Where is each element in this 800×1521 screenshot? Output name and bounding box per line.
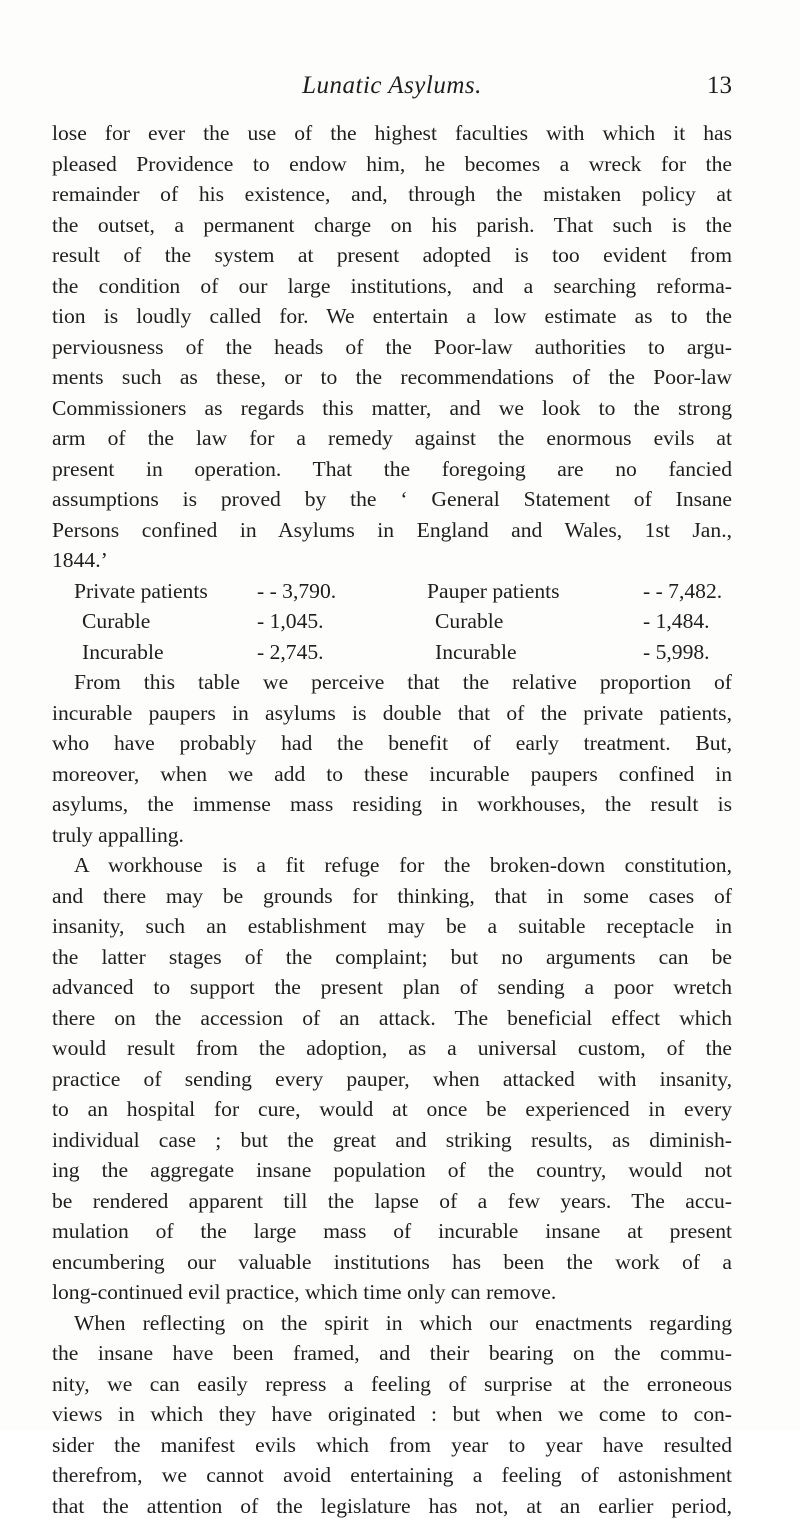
text-line: 1844.’ — [52, 545, 732, 576]
private-patients-label: Private patients — [52, 576, 257, 607]
text-line: From this table we perceive that the relative proportion of — [52, 667, 732, 698]
text-line: incurable paupers in asylums is double that of the private patients, — [52, 698, 732, 729]
statement-row — [52, 637, 732, 668]
text-line: ments such as these, or to the recommendations of the Poor-law — [52, 362, 732, 393]
paragraph-1 — [52, 118, 732, 576]
text-line: individual case ; but the great and striking results, as diminish- — [52, 1125, 732, 1156]
text-line: the latter stages of the complaint; but no arguments can be — [52, 942, 732, 973]
statement-table — [52, 576, 732, 668]
private-incurable-value: - 2,745. — [257, 637, 324, 668]
text-line: there on the accession of an attack. The beneficial effect which — [52, 1003, 732, 1034]
pauper-cell — [427, 637, 732, 668]
text-line: arm of the law for a remedy against the enormous evils at — [52, 423, 732, 454]
paragraph-2 — [52, 667, 732, 850]
running-head — [52, 72, 732, 112]
text-line: result of the system at present adopted is too evident from — [52, 240, 732, 271]
text-line: asylums, the immense mass residing in workhouses, the result is — [52, 789, 732, 820]
body-text — [52, 118, 732, 1521]
text-line: advanced to support the present plan of sending a poor wretch — [52, 972, 732, 1003]
pauper-curable-value: - 1,484. — [643, 606, 710, 637]
private-curable-label: Curable — [52, 606, 257, 637]
text-line: perviousness of the heads of the Poor-law authorities to argu- — [52, 332, 732, 363]
text-line: would result from the adoption, as a universal custom, of the — [52, 1033, 732, 1064]
text-line: the outset, a permanent charge on his parish. That such is the — [52, 210, 732, 241]
text-line: that the attention of the legislature has not, at an earlier period, — [52, 1491, 732, 1521]
text-line: truly appalling. — [52, 820, 732, 851]
pauper-cell — [427, 606, 732, 637]
text-line: and there may be grounds for thinking, that in some cases of — [52, 881, 732, 912]
private-cell — [52, 576, 427, 607]
text-line: tion is loudly called for. We entertain a low estimate as to the — [52, 301, 732, 332]
text-line: sider the manifest evils which from year to year have resulted — [52, 1430, 732, 1461]
text-line: A workhouse is a fit refuge for the broken-down constitution, — [52, 850, 732, 881]
text-line: the condition of our large institutions, and a searching reforma- — [52, 271, 732, 302]
running-title: Lunatic Asylums. — [52, 72, 732, 100]
text-line: Commissioners as regards this matter, and we look to the strong — [52, 393, 732, 424]
text-line: be rendered apparent till the lapse of a few years. The accu- — [52, 1186, 732, 1217]
private-cell — [52, 637, 427, 668]
private-patients-value: - - 3,790. — [257, 576, 336, 607]
text-line: lose for ever the use of the highest faculties with which it has — [52, 118, 732, 149]
text-line: insanity, such an establishment may be a suitable receptacle in — [52, 911, 732, 942]
paragraph-4 — [52, 1308, 732, 1521]
paragraph-3 — [52, 850, 732, 1308]
page-number: 13 — [707, 72, 732, 100]
text-line: the insane have been framed, and their bearing on the commu- — [52, 1338, 732, 1369]
statement-row — [52, 576, 732, 607]
text-line: present in operation. That the foregoing are no fancied — [52, 454, 732, 485]
statement-row — [52, 606, 732, 637]
text-line: therefrom, we cannot avoid entertaining a feeling of astonishment — [52, 1460, 732, 1491]
text-line: views in which they have originated : but when we come to con- — [52, 1399, 732, 1430]
pauper-patients-label: Pauper patients — [427, 576, 643, 607]
text-line: mulation of the large mass of incurable insane at present — [52, 1216, 732, 1247]
text-line: encumbering our valuable institutions has been the work of a — [52, 1247, 732, 1278]
text-line: to an hospital for cure, would at once be experienced in every — [52, 1094, 732, 1125]
text-line: Persons confined in Asylums in England and Wales, 1st Jan., — [52, 515, 732, 546]
text-line: remainder of his existence, and, through the mistaken policy at — [52, 179, 732, 210]
text-line: pleased Providence to endow him, he becomes a wreck for the — [52, 149, 732, 180]
pauper-patients-value: - - 7,482. — [643, 576, 722, 607]
pauper-incurable-value: - 5,998. — [643, 637, 710, 668]
text-line: ing the aggregate insane population of the country, would not — [52, 1155, 732, 1186]
text-line: who have probably had the benefit of early treatment. But, — [52, 728, 732, 759]
pauper-curable-label: Curable — [427, 606, 643, 637]
text-line: moreover, when we add to these incurable paupers confined in — [52, 759, 732, 790]
text-line: long-continued evil practice, which time only can remove. — [52, 1277, 732, 1308]
text-line: When reflecting on the spirit in which our enactments regarding — [52, 1308, 732, 1339]
pauper-cell — [427, 576, 732, 607]
private-curable-value: - 1,045. — [257, 606, 324, 637]
text-line: nity, we can easily repress a feeling of surprise at the erroneous — [52, 1369, 732, 1400]
private-incurable-label: Incurable — [52, 637, 257, 668]
text-line: practice of sending every pauper, when attacked with insanity, — [52, 1064, 732, 1095]
text-line: assumptions is proved by the ‘ General Statement of Insane — [52, 484, 732, 515]
pauper-incurable-label: Incurable — [427, 637, 643, 668]
private-cell — [52, 606, 427, 637]
